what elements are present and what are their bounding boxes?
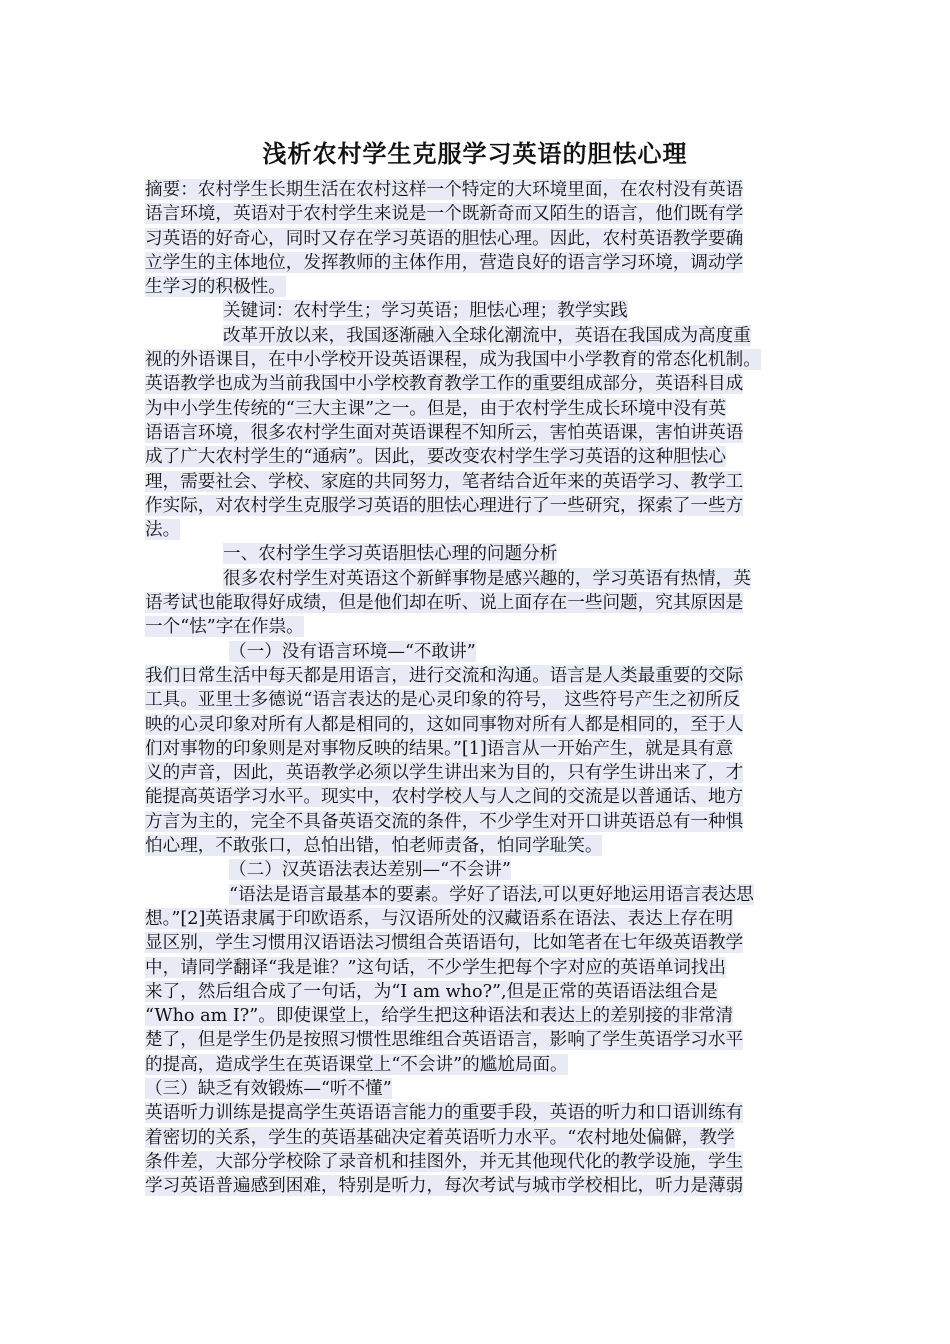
text-line: [145, 275, 810, 299]
text-line-content: 义的声音，因此，英语教学必须以学生讲出来为目的，只有学生讲出来了，才: [145, 763, 744, 784]
text-line: [145, 931, 810, 955]
text-line: [145, 227, 810, 251]
text-line: [145, 761, 810, 785]
text-line: [145, 640, 810, 664]
text-line: [145, 470, 810, 494]
text-line: [145, 178, 810, 202]
text-line: [145, 348, 810, 372]
text-line-content: 语考试也能取得好成绩，但是他们却在听、说上面存在一些问题，究其原因是: [145, 593, 744, 614]
text-line-content: （一）没有语言环境—“不敢讲”: [229, 641, 476, 662]
text-line: [145, 858, 810, 882]
text-line-content: 的提高，造成学生在英语课堂上“不会讲”的尴尬局面。: [145, 1054, 568, 1075]
text-line-content: 法。: [145, 520, 181, 541]
text-line: [145, 445, 810, 469]
text-line: [145, 397, 810, 421]
text-line: [145, 664, 810, 688]
text-line: [145, 737, 810, 761]
text-line: [145, 1028, 810, 1052]
text-line-content: 生学习的积极性。: [145, 277, 286, 298]
text-line-content: 想。”[2]英语隶属于印欧语系，与汉语所处的汉藏语系在语法、表达上存在明: [145, 908, 734, 929]
text-line: [145, 713, 810, 737]
text-line: [145, 785, 810, 809]
text-line-content: 们对事物的印象则是对事物反映的结果。”[1]语言从一开始产生，就是具有意: [145, 738, 734, 759]
text-line: [145, 956, 810, 980]
text-line: [145, 372, 810, 396]
text-line: [145, 980, 810, 1004]
text-line-content: 关键词：农村学生；学习英语；胆怯心理；教学实践: [223, 301, 628, 322]
text-line-content: 着密切的关系，学生的英语基础决定着英语听力水平。“农村地处偏僻，教学: [145, 1127, 735, 1148]
text-line-content: “Who am I?”。即使课堂上，给学生把这种语法和表达上的差别接的非常清: [145, 1006, 734, 1027]
text-line: [145, 1126, 810, 1150]
text-line-content: 来了，然后组合成了一句话，为“I am who?”,但是正常的英语语法组合是: [145, 981, 718, 1002]
text-line-content: 一、农村学生学习英语胆怯心理的问题分析: [223, 544, 558, 565]
text-line: [145, 1004, 810, 1028]
text-line: [145, 324, 810, 348]
text-line: [145, 883, 810, 907]
text-line-content: 中，请同学翻译“我是谁？”这句话，不少学生把每个字对应的英语单词找出: [145, 957, 726, 978]
text-line: [145, 834, 810, 858]
text-line: [145, 202, 810, 226]
text-line-content: 映的心灵印象对所有人都是相同的，这如同事物对所有人都是相同的，至于人: [145, 714, 744, 735]
text-line-content: 条件差，大部分学校除了录音机和挂图外，并无其他现代化的教学设施，学生: [145, 1151, 744, 1172]
text-line-content: 摘要：农村学生长期生活在农村这样一个特定的大环境里面，在农村没有英语: [145, 180, 744, 200]
text-line: [145, 567, 810, 591]
text-line: [145, 907, 810, 931]
text-line-content: 习英语的好奇心，同时又存在学习英语的胆怯心理。因此，农村英语教学要确: [145, 228, 744, 249]
text-line-content: （二）汉英语法表达差别—“不会讲”: [229, 860, 511, 881]
text-line-content: 改革开放以来，我国逐渐融入全球化潮流中，英语在我国成为高度重: [223, 325, 751, 346]
text-line-content: 怕心理，不敢张口，总怕出错，怕老师责备，怕同学耻笑。: [145, 836, 603, 857]
text-line: [145, 251, 810, 275]
text-line-content: 成了广大农村学生的“通病”。因此，要改变农村学生学习英语的这种胆怯心: [145, 447, 726, 468]
text-line-content: 能提高英语学习水平。现实中，农村学校人与人之间的交流是以普通话、地方: [145, 787, 744, 808]
text-line: [145, 542, 810, 566]
text-line-content: 语言环境，英语对于农村学生来说是一个既新奇而又陌生的语言，他们既有学: [145, 204, 744, 225]
text-line-content: 显区别，学生习惯用汉语语法习惯组合英语语句，比如笔者在七年级英语教学: [145, 933, 744, 954]
text-line-content: 理，需要社会、学校、家庭的共同努力，笔者结合近年来的英语学习、教学工: [145, 471, 744, 492]
text-line-content: 语语言环境，很多农村学生面对英语课程不知所云，害怕英语课，害怕讲英语: [145, 422, 744, 443]
text-line-content: 一个“怯”字在作祟。: [145, 617, 304, 638]
text-line: [145, 591, 810, 615]
text-line: [145, 494, 810, 518]
text-line: [145, 615, 810, 639]
text-line-content: 视的外语课目，在中小学校开设英语课程，成为我国中小学教育的常态化机制。: [145, 350, 761, 371]
text-line-content: 方言为主的，完全不具备英语交流的条件，不少学生对开口讲英语总有一种惧: [145, 811, 744, 832]
text-line: [145, 518, 810, 542]
text-line: [145, 1174, 810, 1198]
text-line-content: 我们日常生活中每天都是用语言，进行交流和沟通。语言是人类最重要的交际: [145, 665, 744, 686]
document-title: 浅析农村学生克服学习英语的胆怯心理: [262, 139, 688, 168]
text-line: [145, 1150, 810, 1174]
text-line: [145, 1053, 810, 1077]
document-body: [145, 178, 810, 1198]
text-line-content: 学习英语普遍感到困难，特别是听力，每次考试与城市学校相比，听力是薄弱: [145, 1176, 744, 1197]
text-line-content: 英语听力训练是提高学生英语语言能力的重要手段，英语的听力和口语训练有: [145, 1103, 744, 1124]
text-line: [145, 421, 810, 445]
text-line-content: 立学生的主体地位，发挥教师的主体作用，营造良好的语言学习环境，调动学: [145, 252, 744, 273]
text-line-content: 作实际，对农村学生克服学习英语的胆怯心理进行了一些研究，探索了一些方: [145, 495, 744, 516]
text-line: [145, 1077, 810, 1101]
text-line: [145, 688, 810, 712]
text-line: [145, 299, 810, 323]
text-line-content: 很多农村学生对英语这个新鲜事物是感兴趣的，学习英语有热情，英: [223, 568, 751, 589]
text-line-content: 英语教学也成为当前我国中小学校教育教学工作的重要组成部分，英语科目成: [145, 374, 744, 395]
text-line-content: （三）缺乏有效锻炼—“听不懂”: [145, 1078, 392, 1099]
text-line-content: 为中小学生传统的“三大主课”之一。但是，由于农村学生成长环境中没有英: [145, 398, 726, 419]
text-line-content: 工具。亚里士多德说“语言表达的是心灵印象的符号， 这些符号产生之初所反: [145, 690, 741, 711]
text-line-content: “语法是语言最基本的要素。学好了语法,可以更好地运用语言表达思: [229, 884, 754, 905]
text-line: [145, 1101, 810, 1125]
text-line: [145, 810, 810, 834]
text-line-content: 楚了，但是学生仍是按照习惯性思维组合英语语言，影响了学生英语学习水平: [145, 1030, 744, 1051]
